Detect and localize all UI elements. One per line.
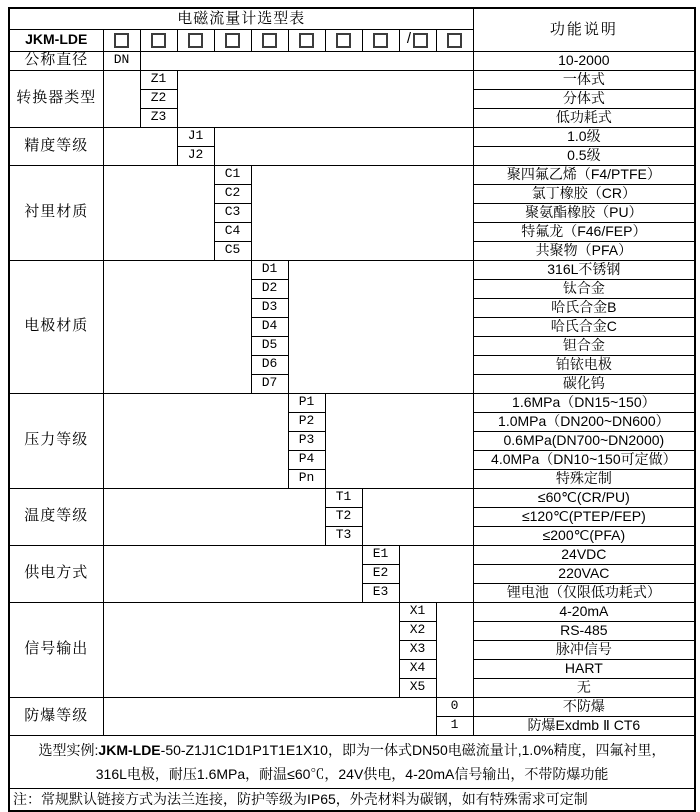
table-row <box>9 488 695 507</box>
empty-cell <box>251 165 473 260</box>
empty-cell <box>288 260 473 393</box>
table-row <box>9 127 695 146</box>
empty-cell <box>103 127 177 165</box>
checkbox-icon <box>262 33 277 48</box>
example-line-2: 316L电极，耐压1.6MPa，耐温≤60℃，24V供电，4-20mA信号输出，不带防爆功能 <box>95 765 609 782</box>
option-code-cell: E2 <box>362 564 399 583</box>
option-code-cell: D4 <box>251 317 288 336</box>
section-label: 压力等级 <box>9 393 103 488</box>
empty-cell <box>103 393 288 488</box>
option-description-cell: 低功耗式 <box>473 108 695 127</box>
option-code-cell: T1 <box>325 488 362 507</box>
empty-cell <box>214 127 473 165</box>
option-description-cell: 聚四氟乙烯（F4/PTFE） <box>473 165 695 184</box>
slash-separator: / <box>406 29 412 47</box>
table-title: 电磁流量计选型表 <box>9 8 473 29</box>
table-row <box>9 51 695 70</box>
section-label: 精度等级 <box>9 127 103 165</box>
checkbox-icon <box>299 33 314 48</box>
option-description-cell: ≤60℃(CR/PU) <box>473 488 695 507</box>
table-row <box>9 165 695 184</box>
table-row <box>9 260 695 279</box>
option-description-cell: 防爆Exdmb Ⅱ CT6 <box>473 716 695 735</box>
option-code-cell: J1 <box>177 127 214 146</box>
table-row <box>9 70 695 89</box>
option-description-cell: 不防爆 <box>473 697 695 716</box>
option-code-cell: X4 <box>399 659 436 678</box>
checkbox-icon <box>413 33 428 48</box>
table-row <box>9 545 695 564</box>
option-description-cell: 碳化钨 <box>473 374 695 393</box>
empty-cell <box>103 488 325 545</box>
checkbox-icon <box>447 33 462 48</box>
option-code-cell: P4 <box>288 450 325 469</box>
option-description-cell: 1.6MPa（DN15~150） <box>473 393 695 412</box>
model-code-label: JKM-LDE <box>9 29 103 51</box>
option-code-cell: C5 <box>214 241 251 260</box>
option-code-cell: D7 <box>251 374 288 393</box>
option-description-cell: RS-485 <box>473 621 695 640</box>
example-prefix: 选型实例: <box>38 741 99 758</box>
section-label: 防爆等级 <box>9 697 103 735</box>
empty-cell <box>103 165 214 260</box>
option-code-cell: C2 <box>214 184 251 203</box>
option-code-cell: X3 <box>399 640 436 659</box>
section-label: 转换器类型 <box>9 70 103 127</box>
empty-cell <box>362 488 473 545</box>
option-description-cell: 哈氏合金B <box>473 298 695 317</box>
checkbox-cell <box>140 29 177 51</box>
empty-cell <box>325 393 473 488</box>
empty-cell <box>103 697 436 735</box>
option-description-cell: 共聚物（PFA） <box>473 241 695 260</box>
checkbox-cell <box>177 29 214 51</box>
option-description-cell: 哈氏合金C <box>473 317 695 336</box>
checkbox-cell <box>288 29 325 51</box>
function-description-header: 功能说明 <box>473 8 695 51</box>
option-description-cell: HART <box>473 659 695 678</box>
option-description-cell: 锂电池（仅限低功耗式） <box>473 583 695 602</box>
selection-sheet <box>8 7 696 812</box>
option-description-cell: ≤120℃(PTEP/FEP) <box>473 507 695 526</box>
option-description-cell: 4-20mA <box>473 602 695 621</box>
option-code-cell: X5 <box>399 678 436 697</box>
option-description-cell: 无 <box>473 678 695 697</box>
option-description-cell: 特氟龙（F46/FEP） <box>473 222 695 241</box>
option-description-cell: 1.0级 <box>473 127 695 146</box>
option-description-cell: 1.0MPa（DN200~DN600） <box>473 412 695 431</box>
option-description-cell: 钛合金 <box>473 279 695 298</box>
table-row <box>9 697 695 716</box>
option-code-cell: D1 <box>251 260 288 279</box>
checkbox-cell <box>325 29 362 51</box>
option-description-cell: 4.0MPa（DN10~150可定做） <box>473 450 695 469</box>
option-description-cell: ≤200℃(PFA) <box>473 526 695 545</box>
option-description-cell: 脉冲信号 <box>473 640 695 659</box>
option-description-cell: 氯丁橡胶（CR） <box>473 184 695 203</box>
option-description-cell: 钽合金 <box>473 336 695 355</box>
option-description-cell: 特殊定制 <box>473 469 695 488</box>
option-code-cell: P1 <box>288 393 325 412</box>
option-code-cell: J2 <box>177 146 214 165</box>
section-label: 信号输出 <box>9 602 103 697</box>
checkbox-cell <box>103 29 140 51</box>
option-code-cell: D6 <box>251 355 288 374</box>
section-label: 供电方式 <box>9 545 103 602</box>
option-code-cell: X2 <box>399 621 436 640</box>
option-description-cell: 10-2000 <box>473 51 695 70</box>
option-description-cell: 一体式 <box>473 70 695 89</box>
footer-note: 注：常规默认链接方式为法兰连接，防护等级为IP65，外壳材料为碳钢，如有特殊需求可定制 <box>9 788 695 811</box>
option-code-cell: D3 <box>251 298 288 317</box>
selection-table <box>8 7 696 812</box>
option-description-cell: 316L不锈钢 <box>473 260 695 279</box>
checkbox-cell <box>214 29 251 51</box>
selection-example <box>9 735 695 788</box>
example-line-1 <box>12 738 692 762</box>
option-description-cell: 220VAC <box>473 564 695 583</box>
option-description-cell: 分体式 <box>473 89 695 108</box>
option-code-cell: P2 <box>288 412 325 431</box>
section-label: 电极材质 <box>9 260 103 393</box>
option-code-cell: C4 <box>214 222 251 241</box>
table-row <box>9 393 695 412</box>
option-code-cell: X1 <box>399 602 436 621</box>
option-description-cell: 0.6MPa(DN700~DN2000) <box>473 431 695 450</box>
checkbox-icon <box>151 33 166 48</box>
empty-cell <box>399 545 473 602</box>
section-label: 公称直径 <box>9 51 103 70</box>
empty-cell <box>103 70 140 127</box>
checkbox-cell <box>362 29 399 51</box>
example-line1-rest: -50-Z1J1C1D1P1T1E1X10，即为一体式DN50电磁流量计,1.0%精度，四氟衬里， <box>160 741 666 758</box>
empty-cell <box>436 602 473 697</box>
checkbox-cell <box>436 29 473 51</box>
table-row <box>9 602 695 621</box>
empty-cell <box>103 602 399 697</box>
option-code-cell: C3 <box>214 203 251 222</box>
option-description-cell: 24VDC <box>473 545 695 564</box>
option-description-cell: 铂铱电极 <box>473 355 695 374</box>
option-code-cell: Z1 <box>140 70 177 89</box>
empty-cell <box>103 260 251 393</box>
option-code-cell: T3 <box>325 526 362 545</box>
option-code-cell: Z3 <box>140 108 177 127</box>
option-code-cell: E3 <box>362 583 399 602</box>
option-description-cell: 0.5级 <box>473 146 695 165</box>
empty-cell <box>103 545 362 602</box>
option-code-cell: Z2 <box>140 89 177 108</box>
checkbox-icon <box>114 33 129 48</box>
option-description-cell: 聚氨酯橡胶（PU） <box>473 203 695 222</box>
option-code-cell: D2 <box>251 279 288 298</box>
checkbox-icon <box>188 33 203 48</box>
option-code-cell: D5 <box>251 336 288 355</box>
section-label: 温度等级 <box>9 488 103 545</box>
option-code-cell: P3 <box>288 431 325 450</box>
example-model-bold: JKM-LDE <box>98 741 161 758</box>
checkbox-icon <box>336 33 351 48</box>
empty-cell <box>177 70 473 127</box>
option-code-cell: DN <box>103 51 140 70</box>
option-code-cell: 1 <box>436 716 473 735</box>
option-code-cell: T2 <box>325 507 362 526</box>
option-code-cell: C1 <box>214 165 251 184</box>
option-code-cell: Pn <box>288 469 325 488</box>
section-label: 衬里材质 <box>9 165 103 260</box>
option-code-cell: E1 <box>362 545 399 564</box>
checkbox-icon <box>225 33 240 48</box>
checkbox-cell <box>251 29 288 51</box>
checkbox-cell <box>399 29 436 51</box>
checkbox-icon <box>373 33 388 48</box>
empty-cell <box>140 51 473 70</box>
option-code-cell: 0 <box>436 697 473 716</box>
